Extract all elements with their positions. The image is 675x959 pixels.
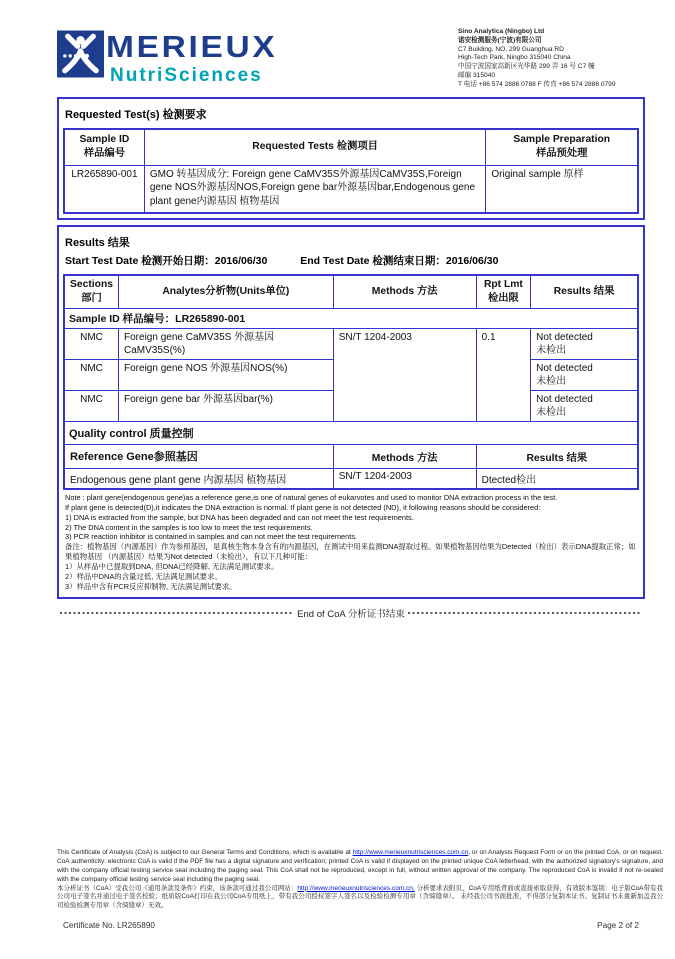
cell-method: SN/T 1204-2003 [333,328,476,421]
results-table [63,274,639,490]
sample-id-heading: Sample ID 样品编号：LR265890-001 [64,308,638,328]
terms-link-cn[interactable]: http://www.merieuxnutrisciences.com.cn, [297,884,415,892]
result-row [64,328,638,359]
col-header-methods: Methods 方法 [333,275,476,308]
results-title: Results 结果 [65,237,130,249]
merieux-figure-icon [57,30,104,78]
cell-qc-result: Dtected检出 [476,468,638,489]
requested-tests-title: Requested Test(s) 检测要求 [65,109,207,121]
cell-analyte: Foreign gene CaMV35S 外源基因CaMV35S(%) [119,328,334,359]
cell-sample-preparation: Original sample 原样 [486,165,638,213]
page-number: Page 2 of 2 [597,921,639,931]
legal-text-en: This Certificate of Analysis (CoA) is subject to our General Terms and Conditions, which is available at http://www.merieuxnutrisciences.com.cn, or on Analysis Request Form or on the printed CoA, or on request. CoA authenticity: electronic CoA is valid if the PDF file has a digital signature and verification; printed CoA is valid if displayed on the printed unique CoA letterhead, with the authorized signatory's signature, and with the company official testing service seal including the paging seal. This CoA shall not be reproduced, except in full, without written approval of the company. The reproduced CoA is invalid if not re-sealed with the company official testing service seal including the paging seal. [57,849,663,883]
terms-link-en[interactable]: http://www.merieuxnutrisciences.com.cn [352,849,469,856]
note-line-cn: 3）样品中含有PCR反应抑制物, 无法满足测试要求。 [65,582,237,592]
note-line: 1) DNA is extracted from the sample, but DNA has been degraded and can not meet the test requirements. [65,512,414,522]
cell-result: Not detected 未检出 [531,359,638,390]
cell-section: NMC [64,328,119,359]
cell-analyte: Foreign gene NOS 外源基因NOS(%) [119,359,334,390]
requested-tests-table [63,128,639,214]
results-section [57,225,645,599]
cell-reference-gene: Endogenous gene plant gene 内源基因 植物基因 [64,468,333,489]
requested-tests-data-row [64,165,638,213]
cell-qc-method: SN/T 1204-2003 [333,468,476,489]
dashed-rule [408,612,642,614]
company-postcode: 邮编 315040 [458,72,496,80]
cell-section: NMC [64,390,119,421]
col-header-qc-results: Results 结果 [476,444,638,468]
company-address-line-cn: 中国宁波国家高新区光华路 299 弄 16 号 C7 幢 [458,63,595,71]
end-of-coa-divider [57,606,645,620]
note-line-cn: 1）从样品中已提取到DNA, 但DNA已经降解, 无法满足测试要求。 [65,562,279,572]
company-address-line: C7 Building, NO. 299 Guanghua RD [458,45,564,53]
merieux-logo [57,29,278,86]
logo-sub-text: NutriSciences [110,65,263,86]
notes-block [63,490,639,593]
note-line: 3) PCR reaction inhibitor is contained in samples and can not meet the test requirements. [65,532,358,542]
note-line-cn: 2）样品中DNA的含量过低, 无法满足测试要求。 [65,572,222,582]
requested-tests-section [57,97,645,220]
cell-section: NMC [64,359,119,390]
col-header-qc-methods: Methods 方法 [333,444,476,468]
note-line: Note : plant gene(endogenous gene)as a reference gene,is one of natural genes of eukarvotes and used to monitor DNA extraction process in the test. [65,492,558,502]
quality-control-heading: Quality control 质量控制 [64,421,638,444]
cell-analyte: Foreign gene bar 外源基因bar(%) [119,390,334,421]
logo-brand-text: MERIEUX [106,29,278,64]
logo-wordmark [106,29,278,86]
col-header-sample-id: Sample ID 样品编号 [64,129,144,165]
col-header-reference-gene: Reference Gene参照基因 [64,444,333,468]
note-line: If plant gene is detected(D),it indicates the DNA extraction is normal. If plant gene is not detected (ND), it following reasons should be considered: [65,502,541,512]
dashed-rule [60,612,294,614]
end-of-coa-label: End of CoA 分析证书结束 [297,609,405,620]
company-phone-fax: T 电话 +86 574 2886 0788 F 传真 +86 574 2886 0799 [458,80,616,88]
test-dates-line [63,253,639,274]
cell-requested-tests: GMO 转基因成分: Foreign gene CaMV35S外源基因CaMV35S,Foreign gene NOS外源基因NOS,Foreign gene bar外源基因bar,Endogenous gene plant gene内源基因 植物基因 [144,165,486,213]
cell-sample-id: LR265890-001 [64,165,144,213]
quality-control-heading-row [64,421,638,444]
col-header-rpt-lmt: Rpt Lmt 检出限 [476,275,531,308]
col-header-analytes: Analytes分析物(Units单位) [119,275,334,308]
note-line-cn: 备注：植物基因（内源基因）作为参照基因，是真核生物本身含有的内源基因，在测试中用来监测DNA提取过程。如果植物基因结果为Detected（检出）表示DNA提取正常；如果植物基因 （内源基因）结果为Not detected（未检出），有以下几种可能： [65,542,636,562]
page-footer-row [57,920,663,931]
start-test-date: Start Test Date 检测开始日期：2016/06/30 [65,255,268,267]
company-name-cn: 诺安检测服务(宁波)有限公司 [458,36,542,44]
col-header-results: Results 结果 [531,275,638,308]
cell-rpt-lmt: 0.1 [476,328,531,421]
results-header-row [64,275,638,308]
certificate-number: Certificate No. LR265890 [63,921,155,931]
company-address-line: High-Tech Park, Ningbo 315040 China [458,54,571,62]
legal-footer [57,849,663,931]
reference-gene-header-row [64,444,638,468]
cell-result: Not detected 未检出 [531,328,638,359]
requested-tests-header-row [64,129,638,165]
document-body [57,97,645,620]
col-header-sections: Sections 部门 [64,275,119,308]
note-line: 2) The DNA content in the samples is too low to meet the test requirements. [65,522,313,532]
cell-result: Not detected 未检出 [531,390,638,421]
legal-text-cn: 本分析证书（CoA）受我公司《通用条款及条件》约束，该条款可通过我公司网站：http://www.merieuxnutrisciences.com.cn, 分析要求表附页、CoA专用纸背面或直接索取获得，有效版本鉴别：电子版CoA带有我公司电子签名并通过电子签名校验；纸质版CoA打印在我公司CoA专用纸上、带有我公司授权签字人签名以及检验检测专用章（含骑缝章）。 未经我公司书面批准，不得部分复制本证书、复制证书未重新加盖我公司检验检测专用章（含骑缝章）无效。 [57,884,663,910]
company-address-block [458,28,663,90]
reference-gene-data-row [64,468,638,489]
sample-id-heading-row [64,308,638,328]
col-header-requested-tests: Requested Tests 检测项目 [144,129,486,165]
company-name-en: Sino Analytica (Ningbo) Ltd [458,28,545,35]
col-header-sample-preparation: Sample Preparation 样品预处理 [486,129,638,165]
end-test-date: End Test Date 检测结束日期：2016/06/30 [300,255,499,267]
